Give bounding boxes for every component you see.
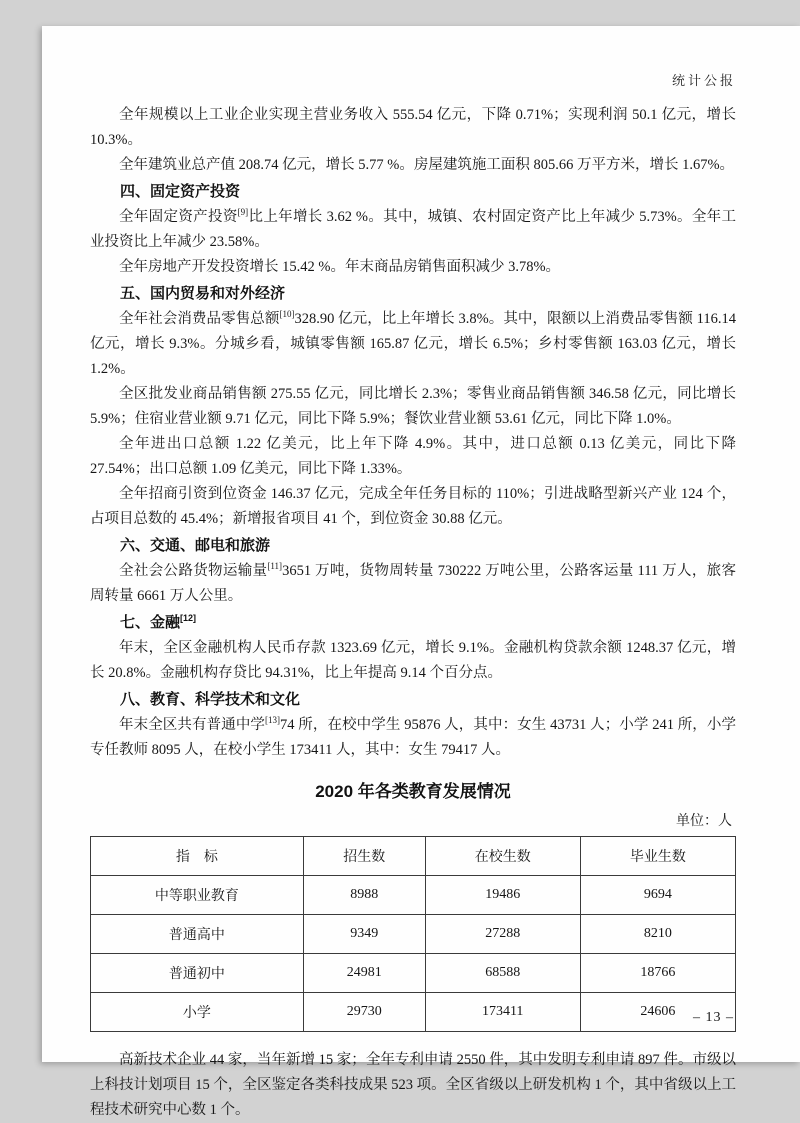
table-cell: 24981 — [303, 954, 425, 993]
table-row — [91, 915, 736, 954]
text-segment: 全年房地产开发投资增长 15.42 %。年末商品房销售面积减少 3.78%。 — [119, 259, 561, 275]
table-header-cell: 毕业生数 — [580, 837, 735, 876]
footnote-marker: [9] — [237, 207, 249, 218]
text-segment: 高新技术企业 44 家，当年新增 15 家；全年专利申请 2550 件，其中发明专利申请 897 件。市级以上科技计划项目 15 个，全区鉴定各类科技成果 523 项。全区省级以上研发机构 1 个，其中省级以上工程技术研究中心数 1 个。 — [90, 1052, 736, 1118]
paragraph — [90, 307, 736, 382]
table-cell: 19486 — [425, 876, 580, 915]
table-cell: 18766 — [580, 954, 735, 993]
paragraph — [90, 103, 736, 153]
document-body-after-table — [90, 1048, 736, 1123]
text-segment: 五、国内贸易和对外经济 — [120, 285, 286, 302]
text-segment: 比上年增长 3.62 %。其中，城镇、农村固定资产比上年减少 5.73%。全年工业投资比上年减少 23.58%。 — [90, 209, 737, 250]
text-segment: 全社会公路货物运输量 — [119, 563, 268, 579]
paragraph — [90, 255, 736, 280]
text-segment: 全年固定资产投资 — [119, 209, 238, 225]
table-header-row — [91, 837, 736, 876]
paragraph — [90, 382, 736, 432]
table-cell: 普通高中 — [91, 915, 304, 954]
table-cell: 8988 — [303, 876, 425, 915]
footnote-marker: [11] — [267, 561, 283, 572]
text-segment: 四、固定资产投资 — [120, 183, 241, 200]
document-body-before-table — [90, 103, 736, 763]
section-heading — [90, 280, 736, 307]
text-segment: 全年规模以上工业企业实现主营业务收入 555.54 亿元，下降 0.71%；实现利润 50.1 亿元，增长 10.3%。 — [90, 107, 736, 148]
text-segment: 74 所，在校中学生 95876 人，其中：女生 43731 人；小学 241 所，小学专任教师 8095 人，在校小学生 173411 人，其中：女生 79417 人。 — [90, 717, 737, 758]
text-segment: 3651 万吨，货物周转量 730222 万吨公里，公路客运量 111 万人，旅客周转量 6661 万人公里。 — [90, 563, 737, 604]
section-heading — [90, 609, 736, 636]
paragraph — [90, 432, 736, 482]
footnote-marker: [13] — [265, 715, 281, 726]
table-unit-label: 单位：人 — [676, 814, 732, 829]
text-segment: 全年建筑业总产值 208.74 亿元，增长 5.77 %。房屋建筑施工面积 805.66 万平方米，增长 1.67%。 — [119, 157, 735, 173]
table-body — [91, 876, 736, 1032]
text-segment: 六、交通、邮电和旅游 — [120, 537, 271, 554]
text-segment: 328.90 亿元，比上年增长 3.8%。其中，限额以上消费品零售额 116.14 亿元，增长 9.3%。分城乡看，城镇零售额 165.87 亿元，增长 6.5%；乡村零售额 163.03 亿元，增长 1.2%。 — [90, 311, 736, 377]
table-cell: 27288 — [425, 915, 580, 954]
table-cell: 24606 — [580, 993, 735, 1032]
table-cell: 小学 — [91, 993, 304, 1032]
paragraph — [90, 482, 736, 532]
table-cell: 9694 — [580, 876, 735, 915]
running-header: 统计公报 — [671, 73, 736, 88]
table-row — [91, 954, 736, 993]
table-header-cell: 指 标 — [91, 837, 304, 876]
table-cell: 8210 — [580, 915, 735, 954]
document-page — [42, 26, 800, 1118]
section-heading — [90, 178, 736, 205]
text-segment: 年末全区共有普通中学 — [119, 717, 266, 733]
table-title: 2020 年各类教育发展情况 — [315, 782, 511, 801]
table-cell: 中等职业教育 — [91, 876, 304, 915]
table-cell: 68588 — [425, 954, 580, 993]
text-segment: 全年社会消费品零售总额 — [119, 311, 280, 327]
paragraph — [90, 1048, 736, 1123]
paragraph — [90, 205, 736, 255]
text-segment: 年末，全区金融机构人民币存款 1323.69 亿元，增长 9.1%。金融机构贷款余额 1248.37 亿元，增长 20.8%。金融机构存贷比 94.31%，比上年提高 9.14 个百分点。 — [90, 640, 736, 681]
footnote-marker: [12] — [180, 613, 197, 623]
table-cell: 9349 — [303, 915, 425, 954]
paragraph — [90, 636, 736, 686]
paragraph — [90, 153, 736, 178]
table-header-cell: 在校生数 — [425, 837, 580, 876]
table-row — [91, 993, 736, 1032]
paragraph — [90, 713, 736, 763]
table-header-cell: 招生数 — [303, 837, 425, 876]
education-table-section — [90, 777, 736, 1032]
text-segment: 全区批发业商品销售额 275.55 亿元，同比增长 2.3%；零售业商品销售额 346.58 亿元，同比增长 5.9%；住宿业营业额 9.71 亿元，同比下降 5.9%；餐饮业营业额 53.61 亿元，同比下降 1.0%。 — [90, 386, 736, 427]
page-content — [42, 26, 800, 1118]
education-table — [90, 836, 736, 1032]
table-cell: 173411 — [425, 993, 580, 1032]
footnote-marker: [10] — [279, 309, 295, 320]
table-row — [91, 876, 736, 915]
text-segment: 全年招商引资到位资金 146.37 亿元，完成全年任务目标的 110%；引进战略型新兴产业 124 个，占项目总数的 45.4%；新增报省项目 41 个，到位资金 30.88 亿元。 — [90, 486, 736, 527]
paragraph — [90, 559, 736, 609]
text-segment: 八、教育、科学技术和文化 — [120, 691, 301, 708]
table-head — [91, 837, 736, 876]
page-number: – 13 – — [693, 1010, 734, 1025]
text-segment: 全年进出口总额 1.22 亿美元，比上年下降 4.9%。其中，进口总额 0.13 亿美元，同比下降 27.54%；出口总额 1.09 亿美元，同比下降 1.33%。 — [90, 436, 736, 477]
section-heading — [90, 532, 736, 559]
section-heading — [90, 686, 736, 713]
text-segment: 七、金融 — [120, 614, 181, 631]
table-cell: 普通初中 — [91, 954, 304, 993]
table-cell: 29730 — [303, 993, 425, 1032]
